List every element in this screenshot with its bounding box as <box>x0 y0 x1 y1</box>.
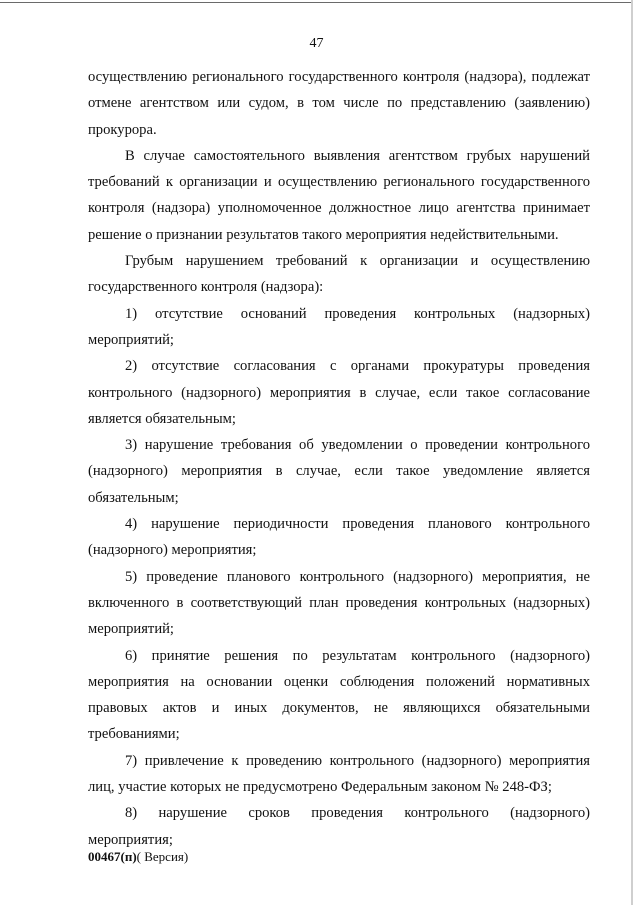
list-item-3: 3) нарушение требования об уведомлении о проведении контрольного (надзорного) мероприятия в случае, если такое уведомление является обязательным; <box>88 437 590 506</box>
page-number: 47 <box>309 36 324 51</box>
paragraph-continuation: осуществлению регионального государственного контроля (надзора), подлежат отмене агентством или судом, в том числе по представлению (заявлению) прокурора. <box>88 69 590 138</box>
list-item-2: 2) отсутствие согласования с органами прокуратуры проведения контрольного (надзорного) мероприятия в случае, если такое согласование является обязательным; <box>88 358 590 427</box>
document-code: 00467(п) <box>88 849 137 864</box>
document-footer <box>88 849 188 865</box>
list-item-1: 1) отсутствие оснований проведения контрольных (надзорных) мероприятий; <box>88 305 590 348</box>
list-item-8: 8) нарушение сроков проведения контрольного (надзорного) мероприятия; <box>88 805 590 848</box>
list-item-7: 7) привлечение к проведению контрольного (надзорного) мероприятия лиц, участие которых не предусмотрено Федеральным законом № 248-ФЗ; <box>88 752 590 796</box>
paragraph-gross-violations-intro: Грубым нарушением требований к организации и осуществлению государственного контроля (надзора): <box>88 253 590 296</box>
document-version: ( Версия) <box>136 849 189 864</box>
list-item-5: 5) проведение планового контрольного (надзорного) мероприятия, не включенного в соответствующий план проведения контрольных (надзорных) мероприятий; <box>88 568 590 638</box>
document-body <box>88 64 590 853</box>
paragraph-self-detection: В случае самостоятельного выявления агентством грубых нарушений требований к организации и осуществлению регионального государственного контроля (надзора) уполномоченное должностное лицо агентства принимает решение о признании результатов такого мероприятия недействительными. <box>88 147 590 243</box>
list-item-4: 4) нарушение периодичности проведения планового контрольного (надзорного) мероприятия; <box>88 516 590 559</box>
list-item-6: 6) принятие решения по результатам контрольного (надзорного) мероприятия на основании оценки соблюдения положений нормативных правовых актов и иных документов, не являющихся обязательными требованиями; <box>88 647 590 743</box>
top-rule <box>0 2 633 3</box>
